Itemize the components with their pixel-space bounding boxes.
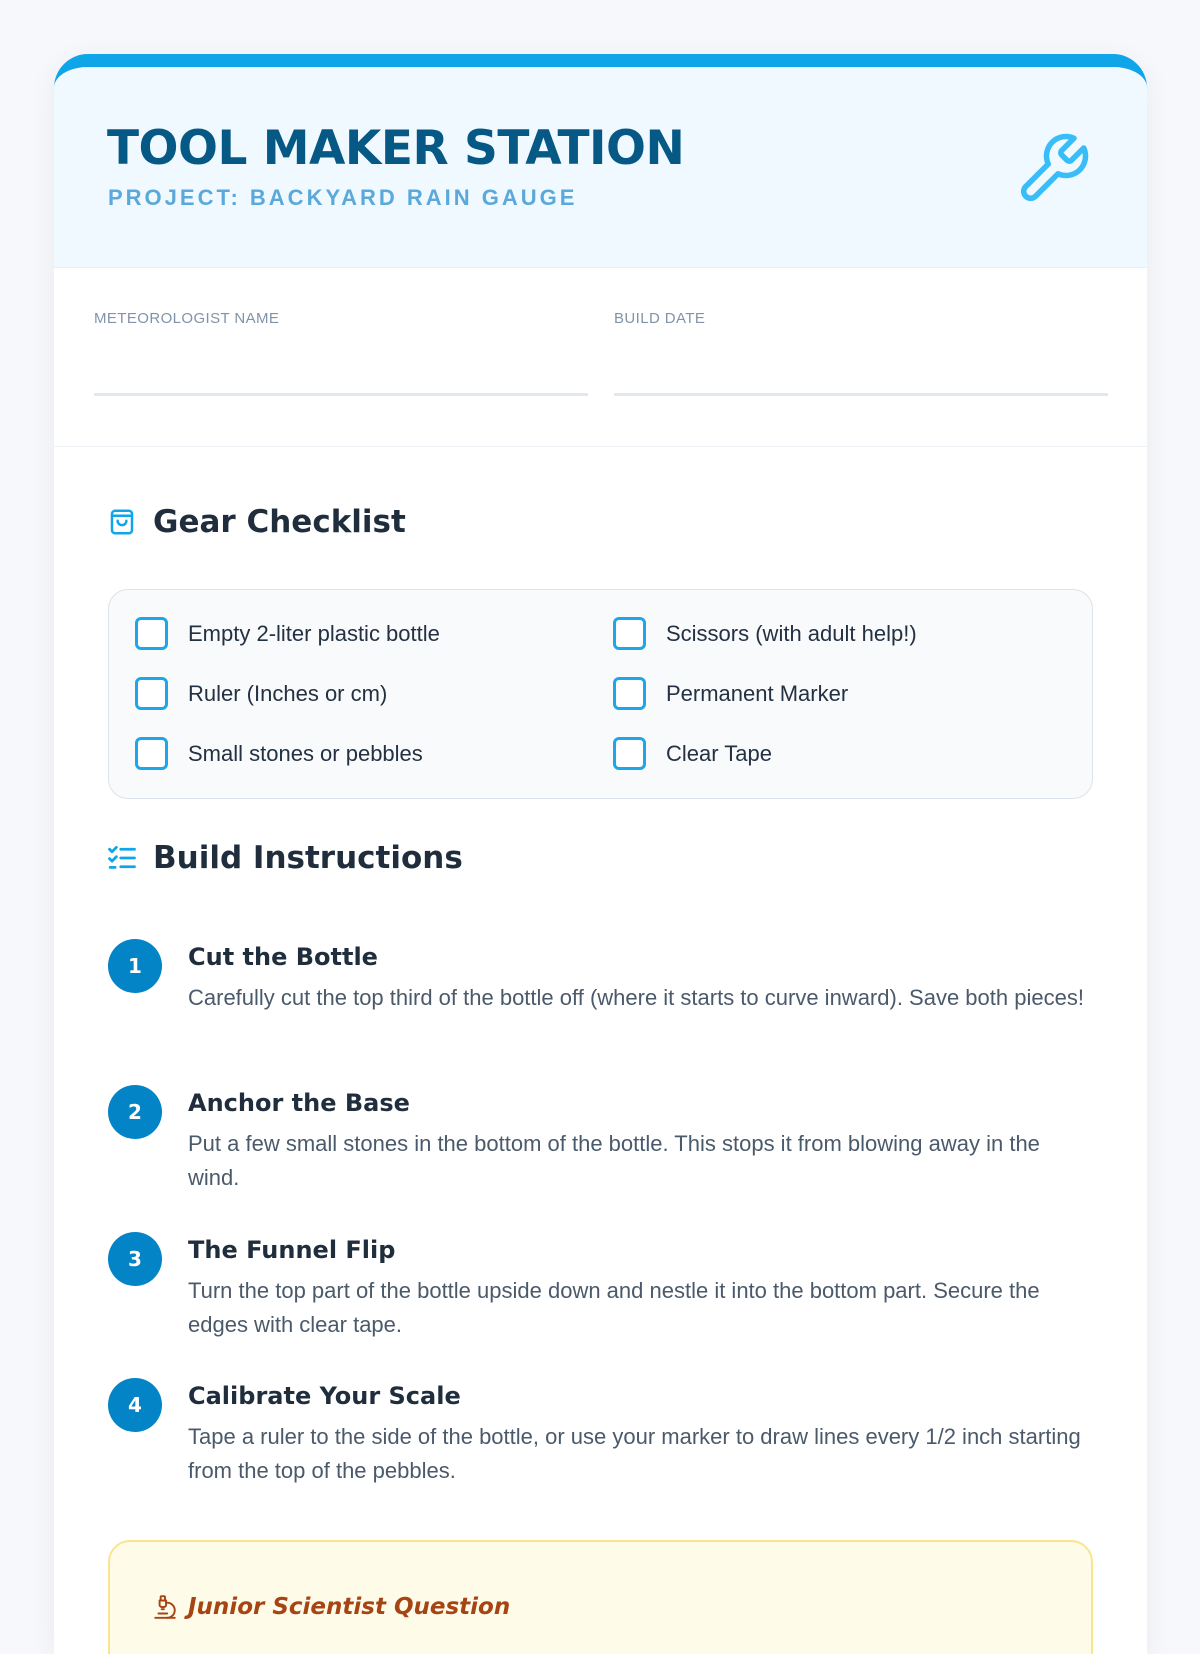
checkbox[interactable] [613,677,646,710]
shopping-bag-icon [107,504,139,540]
checkbox[interactable] [135,677,168,710]
checklist-item[interactable] [613,677,848,710]
build-instructions-heading [107,840,463,876]
checklist-item-label: Clear Tape [666,740,772,766]
step-description: Carefully cut the top third of the bottle off (where it starts to curve inward). Save both pieces! [188,985,1084,1010]
step-description: Put a few small stones in the bottom of the bottle. This stops it from blowing away in the wind. [188,1131,1040,1190]
checklist-item-label: Ruler (Inches or cm) [188,680,388,706]
project-subtitle: PROJECT: BACKYARD RAIN GAUGE [108,185,578,210]
page-title: TOOL MAKER STATION [107,121,685,176]
gear-checklist [108,589,1093,799]
worksheet-card [54,54,1147,1654]
build-date-field[interactable] [614,310,1108,396]
microscope-icon [152,1594,178,1620]
step-description: Tape a ruler to the side of the bottle, or use your marker to draw lines every 1/2 inch starting from the top of the pebbles. [188,1424,1081,1483]
checklist-item[interactable] [613,737,772,770]
step-number-badge: 1 [108,939,162,993]
step-number-badge: 4 [108,1378,162,1432]
wrench-icon [1014,130,1092,208]
checklist-item-label: Scissors (with adult help!) [666,620,917,646]
junior-scientist-question-box [108,1540,1093,1654]
checkbox[interactable] [613,617,646,650]
checklist-item[interactable] [135,677,387,710]
meteorologist-name-field[interactable] [94,310,588,396]
checklist-icon [107,840,139,876]
step-title: Calibrate Your Scale [188,1382,461,1410]
step-number-badge: 3 [108,1232,162,1286]
checkbox[interactable] [613,737,646,770]
question-title: Junior Scientist Question [188,1594,511,1620]
gear-checklist-heading [107,504,406,540]
checklist-item[interactable] [135,617,440,650]
header [54,67,1147,268]
step-title: Anchor the Base [188,1089,410,1117]
meteorologist-name-line[interactable] [94,393,588,396]
build-instructions-title: Build Instructions [153,840,463,876]
step-title: Cut the Bottle [188,943,378,971]
checklist-item-label: Empty 2-liter plastic bottle [188,620,440,646]
checklist-item[interactable] [613,617,917,650]
step-description: Turn the top part of the bottle upside down and nestle it into the bottom part. Secure the edges with clear tape. [188,1278,1040,1337]
checklist-item-label: Permanent Marker [666,680,849,706]
build-date-label: BUILD DATE [614,310,706,327]
checkbox[interactable] [135,737,168,770]
gear-checklist-title: Gear Checklist [153,504,406,540]
question-heading [152,1594,510,1620]
meteorologist-name-label: METEOROLOGIST NAME [94,310,280,327]
info-fields [54,268,1147,447]
build-date-line[interactable] [614,393,1108,396]
step-number-badge: 2 [108,1085,162,1139]
checklist-item[interactable] [135,737,423,770]
checklist-item-label: Small stones or pebbles [188,740,423,766]
step-title: The Funnel Flip [188,1236,396,1264]
checkbox[interactable] [135,617,168,650]
